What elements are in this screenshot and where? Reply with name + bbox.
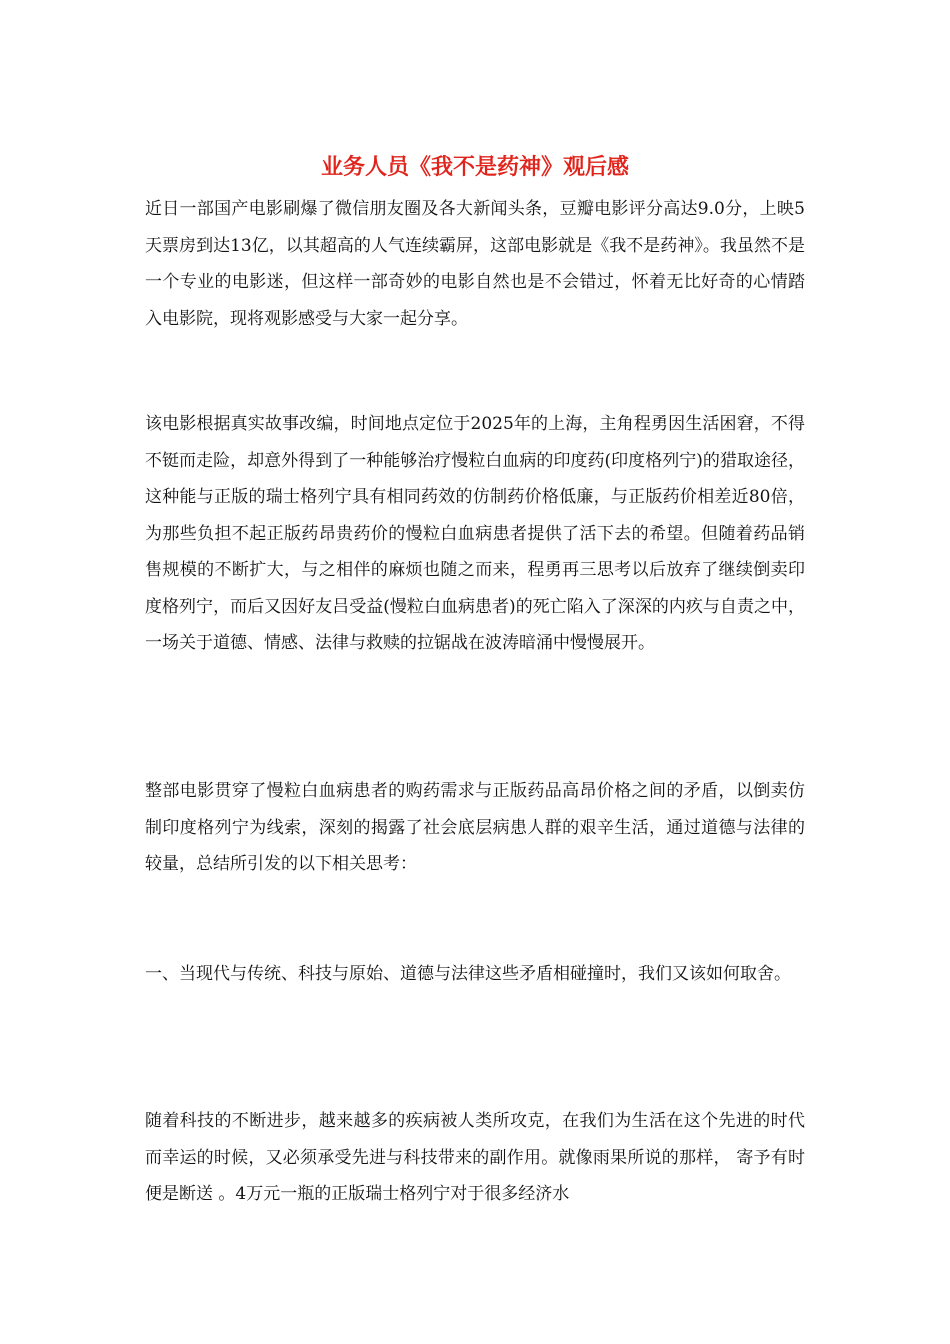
paragraph-intro: 近日一部国产电影刷爆了微信朋友圈及各大新闻头条，豆瓣电影评分高达9.0分，上映5天票房到达13亿，以其超高的人气连续霸屏，这部电影就是《我不是药神》。我虽然不是一个专业的电影迷，但这样一部奇妙的电影自然也是不会错过，怀着无比好奇的心情踏入电影院，现将观影感受与大家一起分享。 — [145, 199, 805, 329]
paragraph-theme: 整部电影贯穿了慢粒白血病患者的购药需求与正版药品高昂价格之间的矛盾，以倒卖仿制印度格列宁为线索，深刻的揭露了社会底层病患人群的艰辛生活，通过道德与法律的较量，总结所引发的以下相关思考： — [145, 781, 805, 874]
document-title: 业务人员《我不是药神》观后感 — [320, 154, 629, 180]
paragraph-plot-summary: 该电影根据真实故事改编，时间地点定位于2025年的上海，主角程勇因生活困窘，不得不铤而走险，却意外得到了一种能够治疗慢粒白血病的印度药(印度格列宁)的猎取途径，这种能与正版的瑞士格列宁具有相同药效的仿制药价格低廉，与正版药价相差近80倍，为那些负担不起正版药昂贵药价的慢粒白血病患者提供了活下去的希望。但随着药品销售规模的不断扩大，与之相伴的麻烦也随之而来，程勇再三思考以后放弃了继续倒卖印度格列宁，而后又因好友吕受益(慢粒白血病患者)的死亡陷入了深深的内疚与自责之中，一场关于道德、情感、法律与救赎的拉锯战在波涛暗涌中慢慢展开。 — [145, 414, 805, 653]
paragraph-section-heading: 一、当现代与传统、科技与原始、道德与法律这些矛盾相碰撞时，我们又该如何取舍。 — [145, 964, 791, 984]
paragraph-technology: 随着科技的不断进步，越来越多的疾病被人类所攻克，在我们为生活在这个先进的时代而幸运的时候，又必须承受先进与科技带来的副作用。就像雨果所说的那样， 寄予有时便是断送 。4万元一瓶的正版瑞士格列宁对于很多经济水 — [145, 1111, 805, 1204]
